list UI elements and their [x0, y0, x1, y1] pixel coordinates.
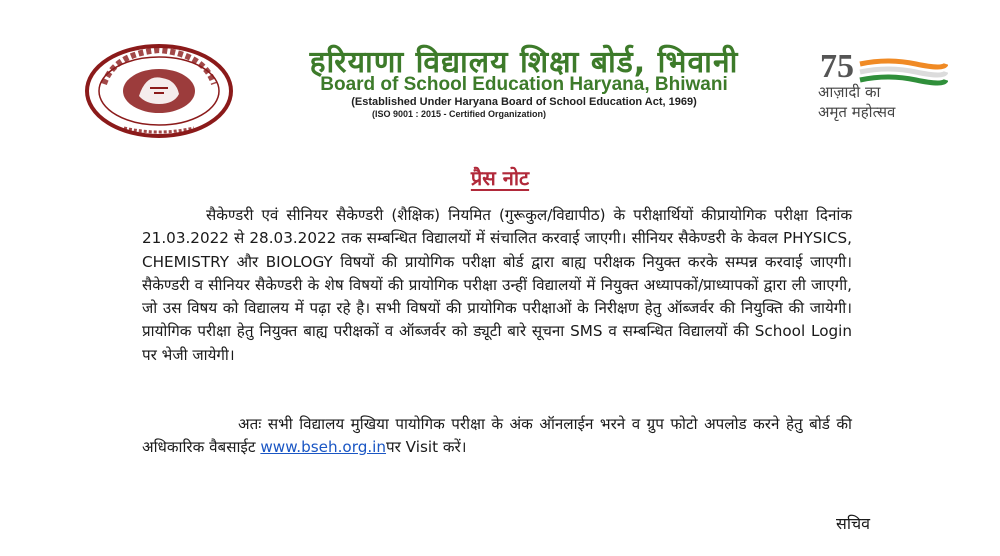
paragraph-2-ending: पर Visit करें।: [386, 438, 467, 457]
body-paragraph-2: [142, 413, 852, 460]
board-name-hindi: हरियाणा विद्यालय शिक्षा बोर्ड, भिवानी: [309, 45, 739, 80]
azadi-line1: आज़ादी का: [818, 83, 881, 101]
iso-certification: (ISO 9001 : 2015 - Certified Organization): [371, 109, 547, 119]
body-paragraph-1: सैकेण्डरी एवं सीनियर सैकेण्डरी (शैक्षिक) नियमित (गुरूकुल/विद्यापीठ) के परीक्षार्थियों कीप्रायोगिक परीक्षा दिनांक 21.03.2022 से 28.03.2022 तक सम्बन्धित विद्यालयों में संचालित करवाई जाएगी। सीनियर सैकेण्डरी के केवल PHYSICS, CHEMISTRY और BIOLOGY विषयों की प्रायोगिक परीक्षा बोर्ड द्वारा बाह्य परीक्षक नियुक्त करके सम्पन्न करवाई जाएगी। सैकेण्डरी व सीनियर सैकेण्डरी के शेष विषयों की प्रायोगिक परीक्षा उन्हीं विद्यालयों में नियुक्त अध्यापकों/प्राध्यापकों द्वारा ली जाएगी, जो उस विषय को विद्यालय में पढ़ा रहे है। सभी विषयों की प्रायोगिक परीक्षाओं के निरीक्षण हेतु ऑब्जर्वर की नियुक्ति की जायेगी। प्रायोगिक परीक्षा हेतु नियुक्त बाह्य परीक्षकों व ऑब्जर्वर को ड्यूटी बारे सूचना SMS व सम्बन्धित विद्यालयों की School Login पर भेजी जायेगी।: [142, 206, 852, 364]
website-link[interactable]: www.bseh.org.in: [260, 438, 387, 457]
establishment-note: (Established Under Haryana Board of School Education Act, 1969): [351, 96, 697, 108]
board-name-english: Board of School Education Haryana, Bhiwani: [320, 74, 728, 95]
press-note-title-row: [0, 164, 1000, 191]
paragraph-2-text: अतः सभी विद्यालय मुखिया पायोगिक परीक्षा के अंक ऑनलाईन भरने व ग्रुप फोटो अपलोड करने हेतु बोर्ड की अधिकारिक वैबसाईट: [142, 415, 852, 457]
board-seal: [84, 44, 234, 138]
azadi-ka-amrit-mahotsav-logo: [812, 48, 952, 124]
azadi-line2: अमृत महोत्सव: [818, 103, 896, 121]
azadi-number: 75: [820, 48, 854, 85]
press-note-title: प्रैस नोट: [470, 166, 530, 190]
signature-secretary: सचिव: [836, 514, 871, 533]
board-seal-icon: [84, 44, 234, 138]
